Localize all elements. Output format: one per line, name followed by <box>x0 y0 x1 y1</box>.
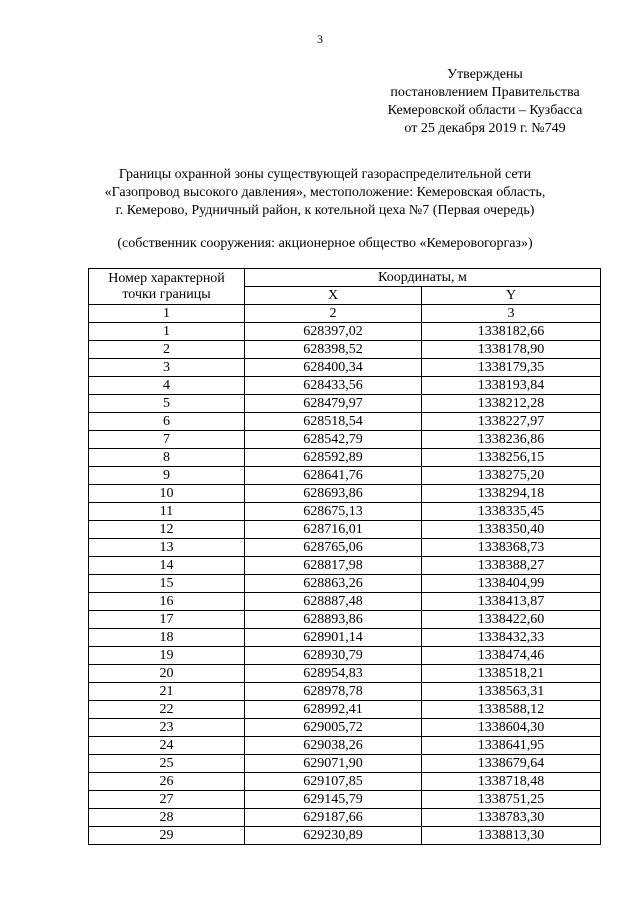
point-number-cell: 10 <box>89 485 245 503</box>
x-coordinate-cell: 629230,89 <box>245 827 422 845</box>
coordinates-table <box>88 268 601 845</box>
table-row <box>89 791 601 809</box>
point-number-cell: 16 <box>89 593 245 611</box>
approval-line: постановлением Правительства <box>390 85 580 100</box>
y-coordinate-cell: 1338413,87 <box>422 593 601 611</box>
point-number-cell: 23 <box>89 719 245 737</box>
table-row <box>89 809 601 827</box>
point-number-cell: 6 <box>89 413 245 431</box>
y-coordinate-cell: 1338751,25 <box>422 791 601 809</box>
y-coordinate-cell: 1338236,86 <box>422 431 601 449</box>
column-number: 3 <box>422 305 601 323</box>
x-coordinate-cell: 628863,26 <box>245 575 422 593</box>
approval-line: Утверждены <box>447 67 523 82</box>
table-row <box>89 521 601 539</box>
point-number-cell: 11 <box>89 503 245 521</box>
y-coordinate-cell: 1338604,30 <box>422 719 601 737</box>
point-number-cell: 18 <box>89 629 245 647</box>
y-coordinate-cell: 1338178,90 <box>422 341 601 359</box>
point-number-cell: 26 <box>89 773 245 791</box>
x-coordinate-cell: 629071,90 <box>245 755 422 773</box>
y-coordinate-cell: 1338256,15 <box>422 449 601 467</box>
x-coordinate-cell: 628518,54 <box>245 413 422 431</box>
point-number-cell: 14 <box>89 557 245 575</box>
x-coordinate-cell: 628542,79 <box>245 431 422 449</box>
table-row <box>89 539 601 557</box>
point-number-cell: 12 <box>89 521 245 539</box>
table-row <box>89 575 601 593</box>
document-title <box>60 166 590 220</box>
y-coordinate-cell: 1338641,95 <box>422 737 601 755</box>
x-coordinate-cell: 628901,14 <box>245 629 422 647</box>
header-x: X <box>245 287 422 305</box>
point-number-cell: 1 <box>89 323 245 341</box>
point-number-cell: 25 <box>89 755 245 773</box>
y-coordinate-cell: 1338193,84 <box>422 377 601 395</box>
y-coordinate-cell: 1338275,20 <box>422 467 601 485</box>
table-row <box>89 665 601 683</box>
column-number: 2 <box>245 305 422 323</box>
table-row <box>89 719 601 737</box>
table-row <box>89 395 601 413</box>
table-row <box>89 341 601 359</box>
x-coordinate-cell: 628893,86 <box>245 611 422 629</box>
owner-note: (собственник сооружения: акционерное общество «Кемеровогоргаз») <box>117 236 533 251</box>
x-coordinate-cell: 628479,97 <box>245 395 422 413</box>
table-row <box>89 377 601 395</box>
table-row <box>89 359 601 377</box>
header-y: Y <box>422 287 601 305</box>
point-number-cell: 4 <box>89 377 245 395</box>
approval-line: Кемеровской области – Кузбасса <box>387 103 583 118</box>
table-row <box>89 323 601 341</box>
table-row <box>89 701 601 719</box>
point-number-cell: 19 <box>89 647 245 665</box>
table-row <box>89 629 601 647</box>
x-coordinate-cell: 628675,13 <box>245 503 422 521</box>
y-coordinate-cell: 1338368,73 <box>422 539 601 557</box>
y-coordinate-cell: 1338227,97 <box>422 413 601 431</box>
x-coordinate-cell: 628817,98 <box>245 557 422 575</box>
y-coordinate-cell: 1338432,33 <box>422 629 601 647</box>
header-coordinates: Координаты, м <box>245 269 601 287</box>
y-coordinate-cell: 1338294,18 <box>422 485 601 503</box>
point-number-cell: 24 <box>89 737 245 755</box>
point-number-cell: 17 <box>89 611 245 629</box>
x-coordinate-cell: 628397,02 <box>245 323 422 341</box>
table-row <box>89 431 601 449</box>
table-row <box>89 737 601 755</box>
y-coordinate-cell: 1338350,40 <box>422 521 601 539</box>
page-number: 3 <box>317 32 323 46</box>
y-coordinate-cell: 1338335,45 <box>422 503 601 521</box>
point-number-cell: 3 <box>89 359 245 377</box>
point-number-cell: 13 <box>89 539 245 557</box>
y-coordinate-cell: 1338679,64 <box>422 755 601 773</box>
x-coordinate-cell: 628887,48 <box>245 593 422 611</box>
point-number-cell: 15 <box>89 575 245 593</box>
y-coordinate-cell: 1338212,28 <box>422 395 601 413</box>
x-coordinate-cell: 629107,85 <box>245 773 422 791</box>
y-coordinate-cell: 1338518,21 <box>422 665 601 683</box>
x-coordinate-cell: 628765,06 <box>245 539 422 557</box>
table-row <box>89 773 601 791</box>
table-row <box>89 557 601 575</box>
table-row <box>89 755 601 773</box>
y-coordinate-cell: 1338563,31 <box>422 683 601 701</box>
table-row <box>89 611 601 629</box>
y-coordinate-cell: 1338813,30 <box>422 827 601 845</box>
point-number-cell: 22 <box>89 701 245 719</box>
y-coordinate-cell: 1338388,27 <box>422 557 601 575</box>
point-number-cell: 21 <box>89 683 245 701</box>
y-coordinate-cell: 1338179,35 <box>422 359 601 377</box>
point-number-cell: 7 <box>89 431 245 449</box>
x-coordinate-cell: 628954,83 <box>245 665 422 683</box>
table-body <box>89 323 601 845</box>
table-row <box>89 593 601 611</box>
table-row <box>89 485 601 503</box>
x-coordinate-cell: 628641,76 <box>245 467 422 485</box>
point-number-cell: 28 <box>89 809 245 827</box>
x-coordinate-cell: 628433,56 <box>245 377 422 395</box>
table-row <box>89 467 601 485</box>
point-number-cell: 2 <box>89 341 245 359</box>
point-number-cell: 29 <box>89 827 245 845</box>
y-coordinate-cell: 1338783,30 <box>422 809 601 827</box>
point-number-cell: 27 <box>89 791 245 809</box>
point-number-cell: 8 <box>89 449 245 467</box>
x-coordinate-cell: 628716,01 <box>245 521 422 539</box>
x-coordinate-cell: 629145,79 <box>245 791 422 809</box>
y-coordinate-cell: 1338404,99 <box>422 575 601 593</box>
y-coordinate-cell: 1338422,60 <box>422 611 601 629</box>
table-row <box>89 449 601 467</box>
x-coordinate-cell: 628400,34 <box>245 359 422 377</box>
title-line: «Газопровод высокого давления», местоположение: Кемеровская область, <box>104 185 546 200</box>
table-row <box>89 503 601 521</box>
y-coordinate-cell: 1338182,66 <box>422 323 601 341</box>
x-coordinate-cell: 628592,89 <box>245 449 422 467</box>
y-coordinate-cell: 1338588,12 <box>422 701 601 719</box>
y-coordinate-cell: 1338718,48 <box>422 773 601 791</box>
point-number-cell: 20 <box>89 665 245 683</box>
table-row <box>89 413 601 431</box>
x-coordinate-cell: 629187,66 <box>245 809 422 827</box>
title-line: Границы охранной зоны существующей газораспределительной сети <box>118 167 532 182</box>
x-coordinate-cell: 628398,52 <box>245 341 422 359</box>
x-coordinate-cell: 628978,78 <box>245 683 422 701</box>
table-row <box>89 683 601 701</box>
table-row <box>89 647 601 665</box>
approval-line: от 25 декабря 2019 г. №749 <box>404 121 566 136</box>
x-coordinate-cell: 628693,86 <box>245 485 422 503</box>
y-coordinate-cell: 1338474,46 <box>422 647 601 665</box>
point-number-cell: 5 <box>89 395 245 413</box>
title-line: г. Кемерово, Рудничный район, к котельной цеха №7 (Первая очередь) <box>115 203 535 218</box>
approval-block <box>360 66 610 138</box>
table-row <box>89 827 601 845</box>
x-coordinate-cell: 629038,26 <box>245 737 422 755</box>
x-coordinate-cell: 629005,72 <box>245 719 422 737</box>
header-point-number: Номер характерной точки границы <box>89 269 245 305</box>
x-coordinate-cell: 628992,41 <box>245 701 422 719</box>
x-coordinate-cell: 628930,79 <box>245 647 422 665</box>
column-number: 1 <box>89 305 245 323</box>
point-number-cell: 9 <box>89 467 245 485</box>
